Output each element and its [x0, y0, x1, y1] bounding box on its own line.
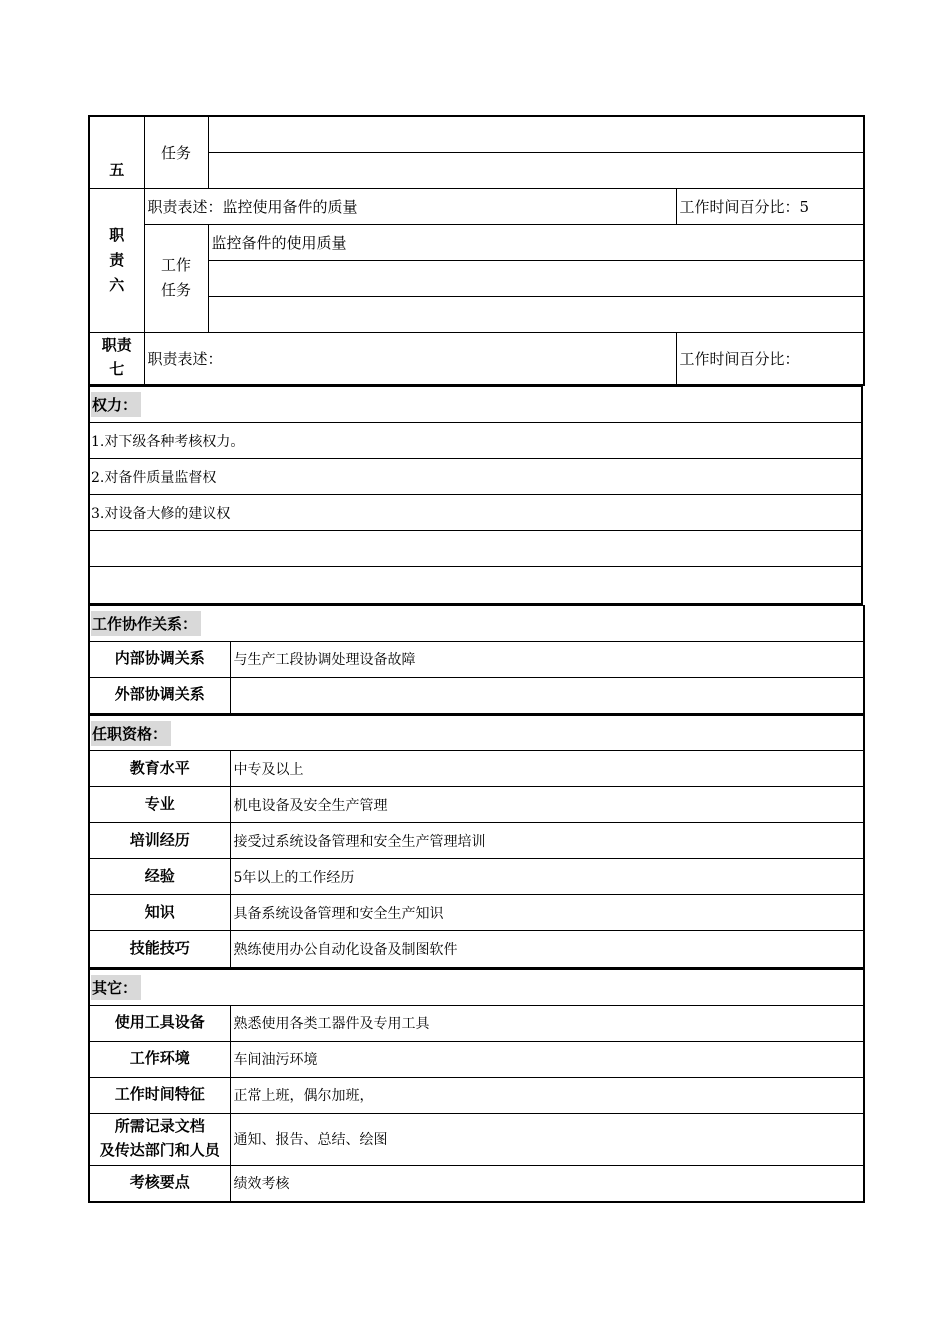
duty7-number — [89, 332, 144, 385]
duty6-task-item: 监控备件的使用质量 — [208, 224, 864, 260]
authority-item: 3.对设备大修的建议权 — [89, 495, 862, 531]
other-table — [88, 969, 865, 1204]
authority-title: 权力： — [91, 392, 141, 417]
skills-value: 熟练使用办公自动化设备及制图软件 — [230, 931, 864, 968]
tools-label: 使用工具设备 — [89, 1005, 230, 1041]
authority-item: 1.对下级各种考核权力。 — [89, 423, 862, 459]
job-description-page — [88, 115, 863, 1203]
documents-label-line: 所需记录文档 — [114, 1118, 205, 1135]
external-coordination-value — [230, 677, 864, 714]
cooperation-header — [89, 605, 864, 641]
skills-label: 技能技巧 — [89, 931, 230, 968]
qualification-header — [89, 716, 864, 751]
education-value: 中专及以上 — [230, 751, 864, 787]
duty7-number-line: 职责 — [101, 337, 132, 355]
major-value: 机电设备及安全生产管理 — [230, 787, 864, 823]
experience-label: 经验 — [89, 859, 230, 895]
duty5-task-label: 任务 — [144, 116, 208, 188]
work-environment-value: 车间油污环境 — [230, 1041, 864, 1077]
assessment-label: 考核要点 — [89, 1165, 230, 1202]
other-header — [89, 969, 864, 1005]
duty5-task-cell — [208, 116, 864, 152]
tools-value: 熟悉使用各类工器件及专用工具 — [230, 1005, 864, 1041]
duty6-number-line: 责 — [109, 251, 125, 269]
duty7-time-percentage: 工作时间百分比： — [676, 332, 864, 385]
internal-coordination-label: 内部协调关系 — [89, 641, 230, 677]
duty6-number-line: 六 — [109, 276, 125, 294]
duty6-number-line: 职 — [109, 226, 125, 244]
internal-coordination-value: 与生产工段协调处理设备故障 — [230, 641, 864, 677]
training-label: 培训经历 — [89, 823, 230, 859]
other-title: 其它： — [91, 975, 141, 1000]
knowledge-label: 知识 — [89, 895, 230, 931]
work-hours-label: 工作时间特征 — [89, 1077, 230, 1113]
duty6-description: 职责表述：监控使用备件的质量 — [144, 188, 676, 224]
work-environment-label: 工作环境 — [89, 1041, 230, 1077]
duty7-number-line: 七 — [109, 361, 125, 379]
duty6-task-label — [144, 224, 208, 332]
cooperation-title: 工作协作关系： — [91, 611, 201, 636]
duty5-task-cell — [208, 152, 864, 188]
documents-value: 通知、报告、总结、绘图 — [230, 1113, 864, 1165]
education-label: 教育水平 — [89, 751, 230, 787]
duty6-number — [89, 188, 144, 332]
work-hours-value: 正常上班，偶尔加班， — [230, 1077, 864, 1113]
documents-label-line: 及传达部门和人员 — [99, 1142, 220, 1159]
knowledge-value: 具备系统设备管理和安全生产知识 — [230, 895, 864, 931]
major-label: 专业 — [89, 787, 230, 823]
duty6-task-label-line: 任务 — [160, 281, 191, 299]
authority-item: 2.对备件质量监督权 — [89, 459, 862, 495]
authority-header — [89, 387, 862, 423]
external-coordination-label: 外部协调关系 — [89, 677, 230, 714]
qualification-table — [88, 715, 865, 969]
cooperation-table — [88, 605, 865, 716]
duties-table — [88, 115, 865, 386]
authority-table — [88, 386, 863, 605]
duty5-number: 五 — [89, 116, 144, 188]
training-value: 接受过系统设备管理和安全生产管理培训 — [230, 823, 864, 859]
duty7-description: 职责表述： — [144, 332, 676, 385]
experience-value: 5年以上的工作经历 — [230, 859, 864, 895]
authority-item — [89, 531, 862, 567]
duty6-task-item — [208, 296, 864, 332]
duty6-time-percentage: 工作时间百分比：5 — [676, 188, 864, 224]
assessment-value: 绩效考核 — [230, 1165, 864, 1202]
qualification-title: 任职资格： — [91, 721, 171, 746]
authority-item — [89, 567, 862, 604]
duty6-task-item — [208, 260, 864, 296]
documents-label — [89, 1113, 230, 1165]
duty6-task-label-line: 工作 — [160, 256, 191, 274]
